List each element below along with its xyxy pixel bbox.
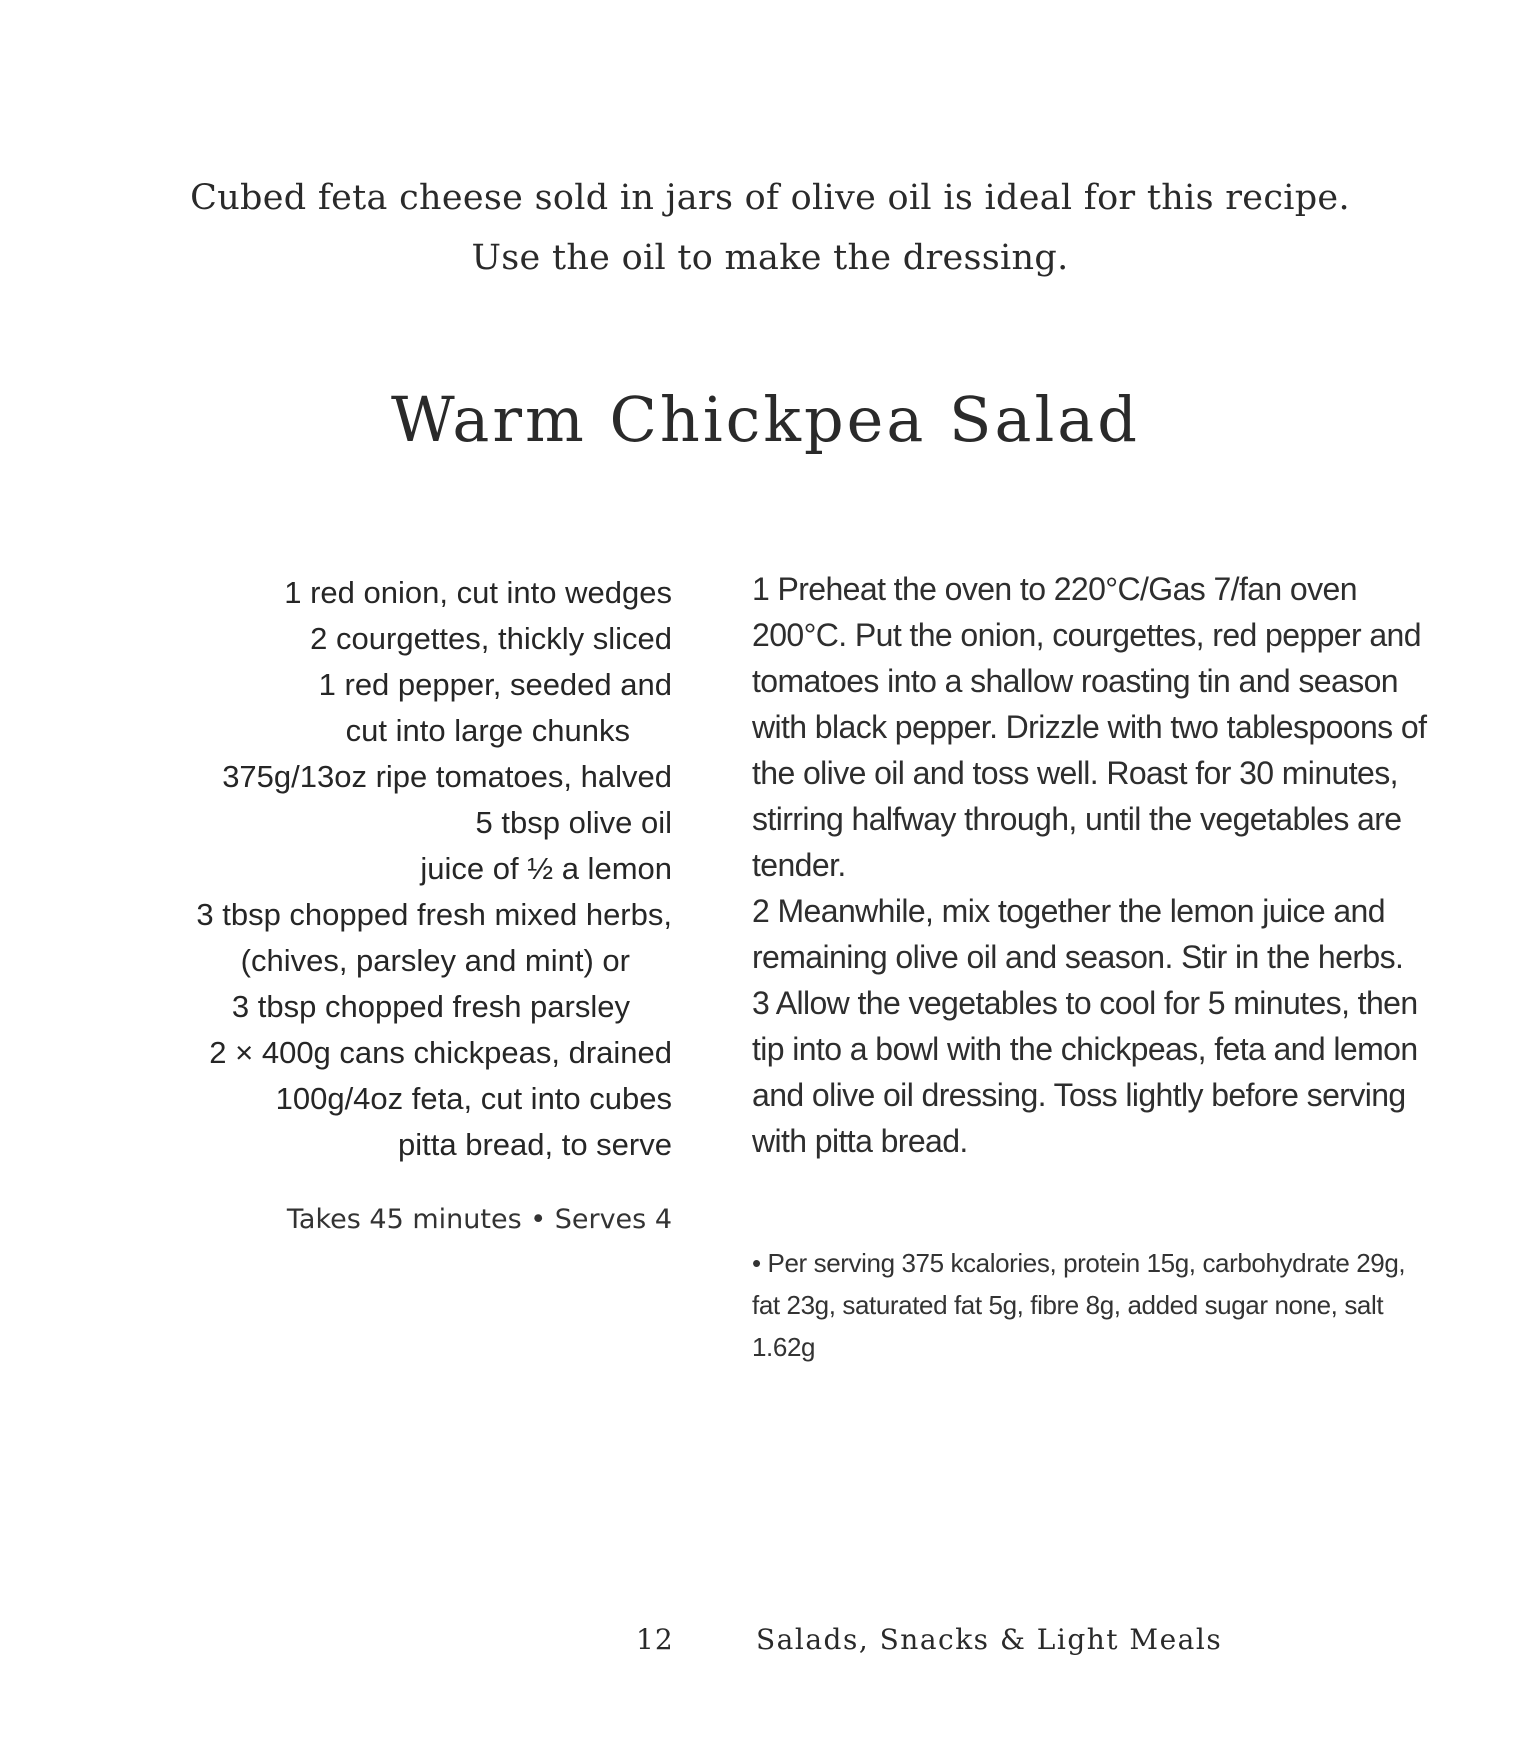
ingredient-item: 5 tbsp olive oil — [475, 805, 672, 840]
ingredient-item: 1 red onion, cut into wedges — [284, 575, 672, 610]
ingredient-item: 1 red pepper, seeded and — [318, 667, 672, 702]
intro-line-2: Use the oil to make the dressing. — [471, 238, 1069, 278]
method-steps — [752, 566, 1432, 1164]
ingredient-item: cut into large chunks — [345, 713, 630, 748]
page-number: 12 — [636, 1623, 674, 1656]
intro-note — [130, 168, 1410, 288]
ingredient-item: 2 courgettes, thickly sliced — [310, 621, 672, 656]
timing-serves: Takes 45 minutes • Serves 4 — [286, 1204, 672, 1235]
method-step-2: 2 Meanwhile, mix together the lemon juice and remaining olive oil and season. Stir in the herbs. — [752, 893, 1404, 975]
intro-line-1: Cubed feta cheese sold in jars of olive oil is ideal for this recipe. — [190, 178, 1350, 218]
ingredient-item: 100g/4oz feta, cut into cubes — [275, 1081, 672, 1116]
ingredient-item: 3 tbsp chopped fresh parsley — [231, 989, 630, 1024]
nutrition-info: • Per serving 375 kcalories, protein 15g, carbohydrate 29g, fat 23g, saturated fat 5g, fibre 8g, added sugar none, salt 1.62g — [752, 1248, 1406, 1362]
method-step-3: 3 Allow the vegetables to cool for 5 minutes, then tip into a bowl with the chickpeas, feta and lemon and olive oil dressing. Toss lightly before serving with pitta bread. — [752, 985, 1418, 1159]
recipe-title: Warm Chickpea Salad — [391, 383, 1140, 456]
method-step-1: 1 Preheat the oven to 220°C/Gas 7/fan oven 200°C. Put the onion, courgettes, red pepper and tomatoes into a shallow roasting tin and season with black pepper. Drizzle with two tablespoons of the olive oil and toss well. Roast for 30 minutes, stirring halfway through, until the vegetables are tender. — [752, 571, 1427, 883]
section-title: Salads, Snacks & Light Meals — [756, 1623, 1223, 1656]
ingredient-item: 375g/13oz ripe tomatoes, halved — [222, 759, 672, 794]
ingredient-item: 3 tbsp chopped fresh mixed herbs, — [196, 897, 672, 932]
ingredient-item: pitta bread, to serve — [398, 1127, 672, 1162]
ingredients-list — [100, 570, 672, 1168]
ingredient-item: (chives, parsley and mint) or — [240, 943, 630, 978]
ingredient-item: 2 × 400g cans chickpeas, drained — [209, 1035, 672, 1070]
ingredient-item: juice of ½ a lemon — [420, 851, 672, 886]
